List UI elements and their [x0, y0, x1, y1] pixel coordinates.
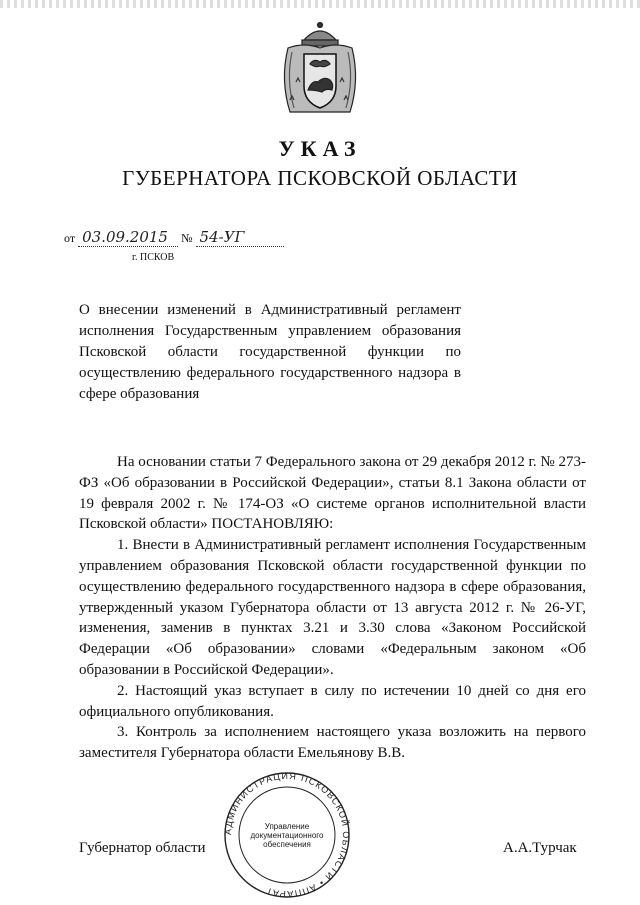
official-stamp — [212, 770, 362, 900]
number-label: № — [181, 231, 193, 245]
document-subtitle: ГУБЕРНАТОРА ПСКОВСКОЙ ОБЛАСТИ — [122, 166, 518, 190]
paragraph-basis: На основании статьи 7 Федерального закона от 29 декабря 2012 г. № 273-ФЗ «Об образовании в Российской Федерации», статьи 8.1 Закона области от 19 февраля 2002 г. № 174-ОЗ «О системе органов исполнительной власти Псковской области» ПОСТАНОВЛЯЮ: — [79, 454, 586, 533]
handwritten-number: 54-УГ — [196, 228, 284, 247]
decree-body — [79, 452, 586, 764]
stamp-center — [212, 770, 362, 900]
scan-edge-artifact — [0, 0, 640, 8]
coat-of-arms-emblem — [278, 20, 362, 120]
decree-subject: О внесении изменений в Административный регламент исполнения Государственным управлением образования Псковской области государственной функции по осуществлению федерального государственного надзора в сфере образования — [79, 302, 461, 402]
stamp-line-3: обеспечения — [263, 839, 311, 849]
date-label: от — [64, 231, 76, 245]
city-label: г. ПСКОВ — [132, 252, 175, 263]
paragraph-item-3: 3. Контроль за исполнением настоящего указа возложить на первого заместителя Губернатора области Емельянову В.В. — [79, 724, 586, 762]
document-title: УКАЗ — [278, 136, 362, 161]
date-number-line — [64, 228, 284, 247]
handwritten-date: 03.09.2015 — [78, 228, 178, 247]
signature-name: А.А.Турчак — [503, 840, 577, 856]
stamp-line-1: Управление — [264, 821, 310, 831]
stamp-line-2: документационного — [250, 830, 324, 840]
paragraph-item-1: 1. Внести в Административный регламент исполнения Государственным управлением образования Псковской области государственной функции по осуществлению федерального государственного надзора в сфере образования, утвержденный указом Губернатора области от 13 августа 2012 г. № 26-УГ, изменения, заменив в пунктах 3.21 и 3.30 слова «Законом Российской Федерации «Об образовании» словами «Федеральным законом «Об образовании в Российской Федерации». — [79, 537, 586, 678]
signature-position: Губернатор области — [79, 840, 206, 856]
stamp-ring-text: АДМИНИСТРАЦИЯ ПСКОВСКОЙ ОБЛАСТИ • АППАРАТ — [222, 770, 352, 900]
paragraph-item-2: 2. Настоящий указ вступает в силу по истечении 10 дней со дня его официального опубликования. — [79, 682, 586, 720]
